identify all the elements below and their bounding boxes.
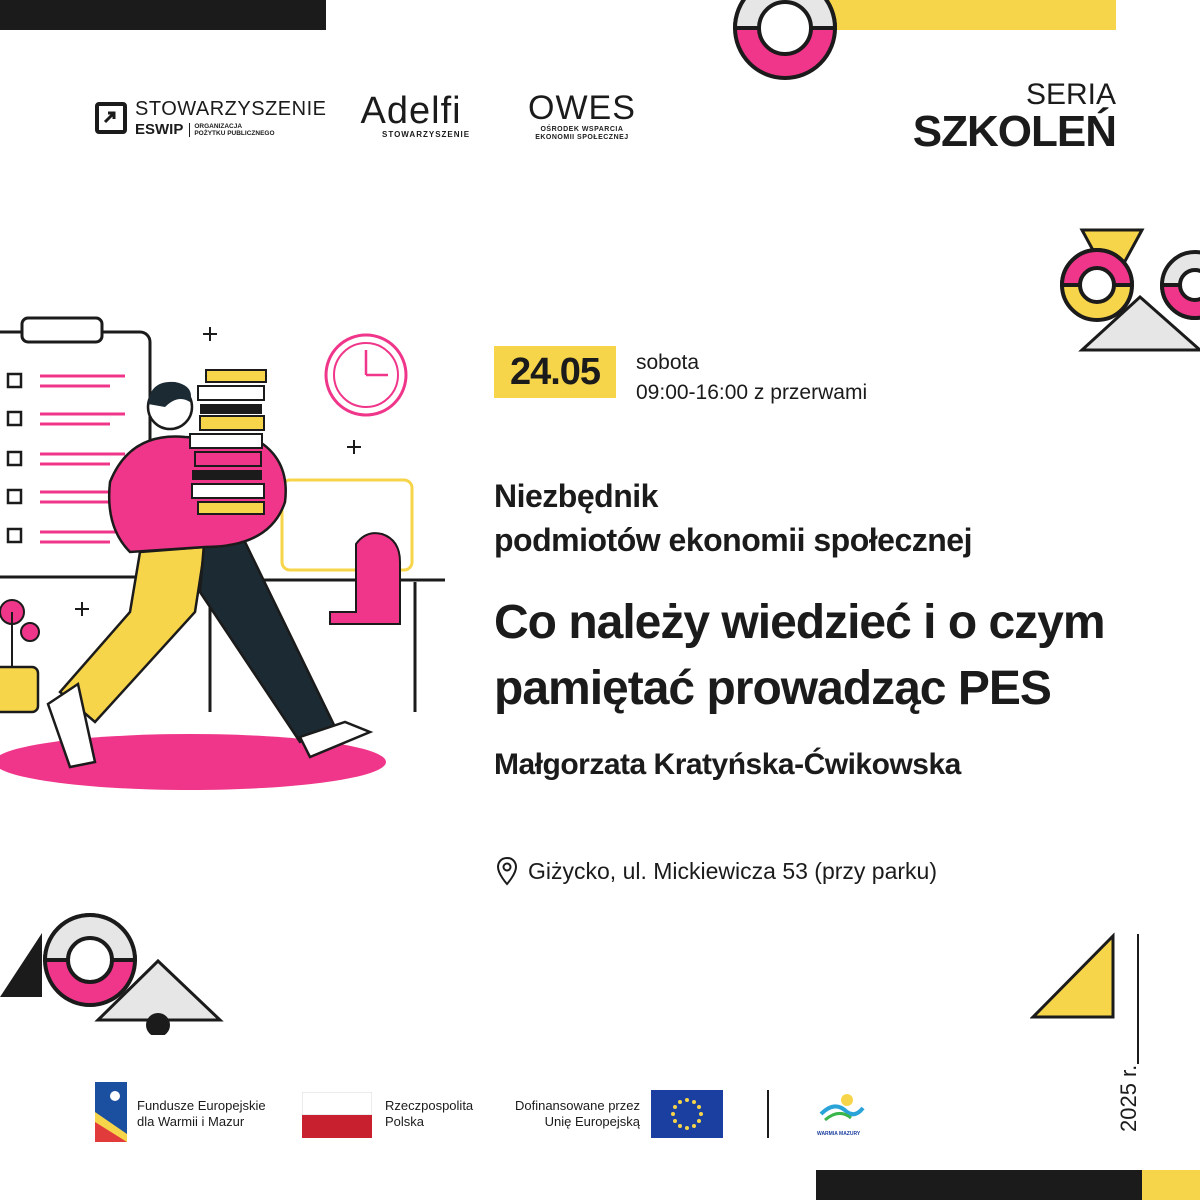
bottom-yellow-bar: [1142, 1170, 1200, 1200]
weekday: sobota: [636, 351, 700, 374]
eswip-arrow-icon: [95, 102, 127, 134]
event-title: [494, 590, 1105, 722]
owes-sub-line2: EKONOMII SPOŁECZNEJ: [535, 134, 629, 141]
illustration-person-with-books: [0, 312, 450, 792]
year-label: 2025 r.: [1116, 1064, 1141, 1132]
location-pin-icon: [496, 856, 518, 886]
adelfi-sub: STOWARZYSZENIE: [382, 130, 471, 139]
owes-sub-line1: OŚRODEK WSPARCIA: [540, 126, 624, 133]
warmia-text: WARMIA MAZURY: [817, 1131, 861, 1137]
bottom-right-triangle-decoration: [1030, 932, 1120, 1022]
subtitle-line2: podmiotów ekonomii społecznej: [494, 522, 972, 558]
eswip-org-line2: POŻYTKU PUBLICZNEGO: [194, 129, 275, 137]
adelfi-logo: [352, 92, 470, 139]
eu-flag-icon: [651, 1090, 723, 1138]
rp-text: [385, 1098, 473, 1130]
series-line1: SERIA: [1025, 78, 1116, 111]
footer-divider: [767, 1090, 769, 1138]
fe-line1: Fundusze Europejskie: [137, 1098, 266, 1113]
eswip-abbr: ESWIP: [135, 121, 184, 138]
bottom-dark-bar: [816, 1170, 1142, 1200]
bottom-left-shapes-decoration: [0, 905, 230, 1035]
owes-logo: [528, 90, 636, 142]
funders-bar: [95, 1080, 895, 1144]
eu-text: [505, 1098, 640, 1130]
event-subtitle: [494, 474, 972, 562]
fe-line2: dla Warmii i Mazur: [137, 1114, 245, 1129]
right-shapes-decoration: [1030, 225, 1200, 355]
rp-line2: Polska: [385, 1114, 425, 1129]
top-left-bar: [0, 0, 326, 30]
eu-line1: Dofinansowane przez: [514, 1098, 640, 1113]
eswip-logo: [95, 98, 326, 138]
warmia-logo: [817, 1090, 867, 1140]
date-info: [636, 348, 867, 408]
poland-flag-icon: [302, 1092, 372, 1138]
date-badge: 24.05: [494, 346, 616, 398]
title-line1: Co należy wiedzieć i o czym: [494, 596, 1105, 649]
top-ring-decoration: [720, 0, 850, 90]
eswip-name: STOWARZYSZENIE: [135, 98, 327, 120]
fe-logo-icon: [95, 1082, 127, 1142]
rp-line1: Rzeczpospolita: [385, 1098, 474, 1113]
subtitle-line1: Niezbędnik: [494, 478, 658, 514]
vertical-divider: [1137, 934, 1139, 1064]
fe-text: [137, 1098, 266, 1130]
title-line2: pamiętać prowadząc PES: [494, 662, 1051, 715]
series-label: [913, 80, 1116, 154]
location-text: Giżycko, ul. Mickiewicza 53 (przy parku): [528, 857, 937, 884]
owes-name: OWES: [528, 89, 636, 127]
series-line2: SZKOLEŃ: [912, 107, 1116, 156]
eswip-org-line1: ORGANIZACJA: [194, 122, 243, 130]
time-range: 09:00-16:00 z przerwami: [636, 381, 868, 404]
warmia-logo-icon: [817, 1090, 867, 1126]
eu-line2: Unię Europejską: [544, 1114, 640, 1129]
location: [496, 856, 937, 886]
adelfi-name: Adelfi: [360, 90, 462, 132]
speaker-name: Małgorzata Kratyńska-Ćwikowska: [494, 748, 961, 781]
